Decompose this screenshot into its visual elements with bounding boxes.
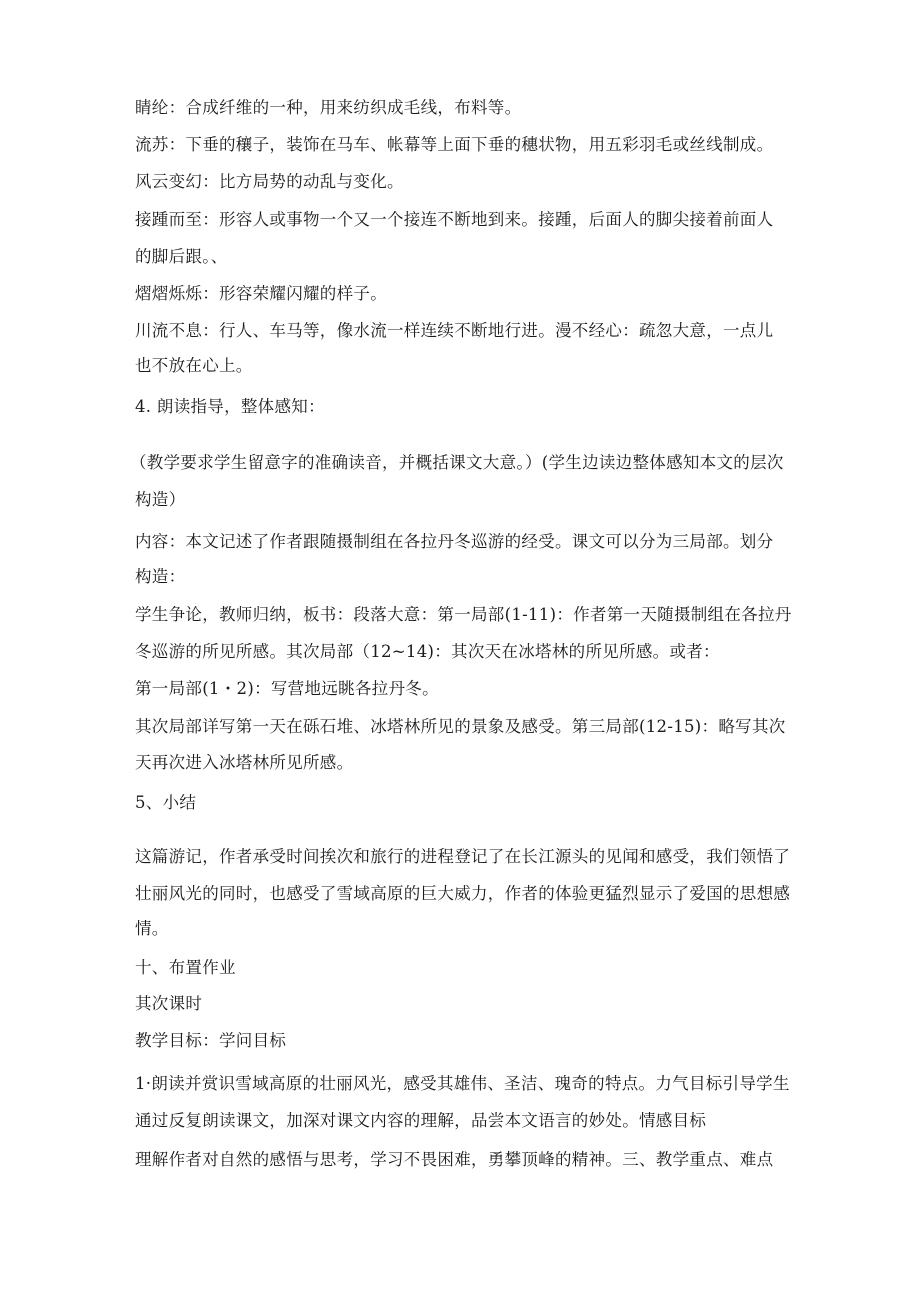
- text-line: 天再次进入冰塔林所见所感。: [135, 753, 354, 772]
- text-line: 构造：: [135, 567, 186, 586]
- text-line: 其次课时: [135, 994, 203, 1013]
- text-line: 壮丽风光的同时，也感受了雪域高原的巨大威力，作者的体验更猛烈显示了爱国的思想感: [135, 884, 791, 903]
- text-line: 第一局部(1・2)：写营地远眺各拉丹冬。: [135, 679, 439, 698]
- text-line: 的脚后跟。、: [135, 247, 228, 266]
- text-line: 通过反复朗读课文，加深对课文内容的理解，品尝本文语言的妙处。情感目标: [135, 1111, 707, 1130]
- text-line: 川流不息：行人、车马等，像水流一样连续不断地行进。漫不经心：疏忽大意，一点儿: [135, 321, 774, 340]
- text-line: 这篇游记，作者承受时间挨次和旅行的进程登记了在长江源头的见闻和感受，我们领悟了: [135, 847, 791, 866]
- text-line: 熠熠烁烁：形容荣耀闪耀的样子。: [135, 284, 387, 303]
- section-heading: 5、小结: [135, 793, 197, 812]
- text-line: 冬巡游的所见所感。其次局部（12~14)：其次天在冰塔林的所见所感。或者：: [135, 642, 720, 661]
- text-line: 学生争论，教师归纳，板书：段落大意：第一局部(1-11)：作者第一天随摄制组在各拉丹: [135, 605, 792, 624]
- section-heading: 4. 朗读指导，整体感知：: [135, 397, 325, 416]
- section-heading: 十、布置作业: [135, 958, 236, 977]
- text-line: 风云变幻：比方局势的动乱与变化。: [135, 172, 404, 191]
- text-line: 也不放在心上。: [135, 356, 253, 375]
- text-line: 1·朗读并赏识雪域高原的壮丽风光，感受其雄伟、圣洁、瑰奇的特点。力气目标引导学生: [135, 1074, 790, 1093]
- text-line: 接踵而至：形容人或事物一个又一个接连不断地到来。接踵，后面人的脚尖接着前面人: [135, 210, 774, 229]
- text-line: 教学目标：学问目标: [135, 1031, 287, 1050]
- text-line: 其次局部详写第一天在砾石堆、冰塔林所见的景象及感受。第三局部(12-15)：略写其次: [135, 717, 786, 736]
- text-line: 睛纶：合成纤维的一种，用来纺织成毛线，布料等。: [135, 98, 522, 117]
- text-line: （教学要求学生留意字的准确读音，并概括课文大意。）(学生边读边整体感知本文的层次: [130, 453, 784, 472]
- text-line: 理解作者对自然的感悟与思考，学习不畏困难，勇攀顶峰的精神。三、教学重点、难点: [135, 1150, 774, 1169]
- text-line: 情。: [135, 919, 169, 938]
- text-line: 流苏：下垂的穰子，装饰在马车、帐幕等上面下垂的穗状物，用五彩羽毛或丝线制成。: [135, 135, 774, 154]
- text-line: 内容：本文记述了作者跟随摄制组在各拉丹冬巡游的经受。课文可以分为三局部。划分: [135, 532, 774, 551]
- text-line: 构造）: [135, 490, 186, 509]
